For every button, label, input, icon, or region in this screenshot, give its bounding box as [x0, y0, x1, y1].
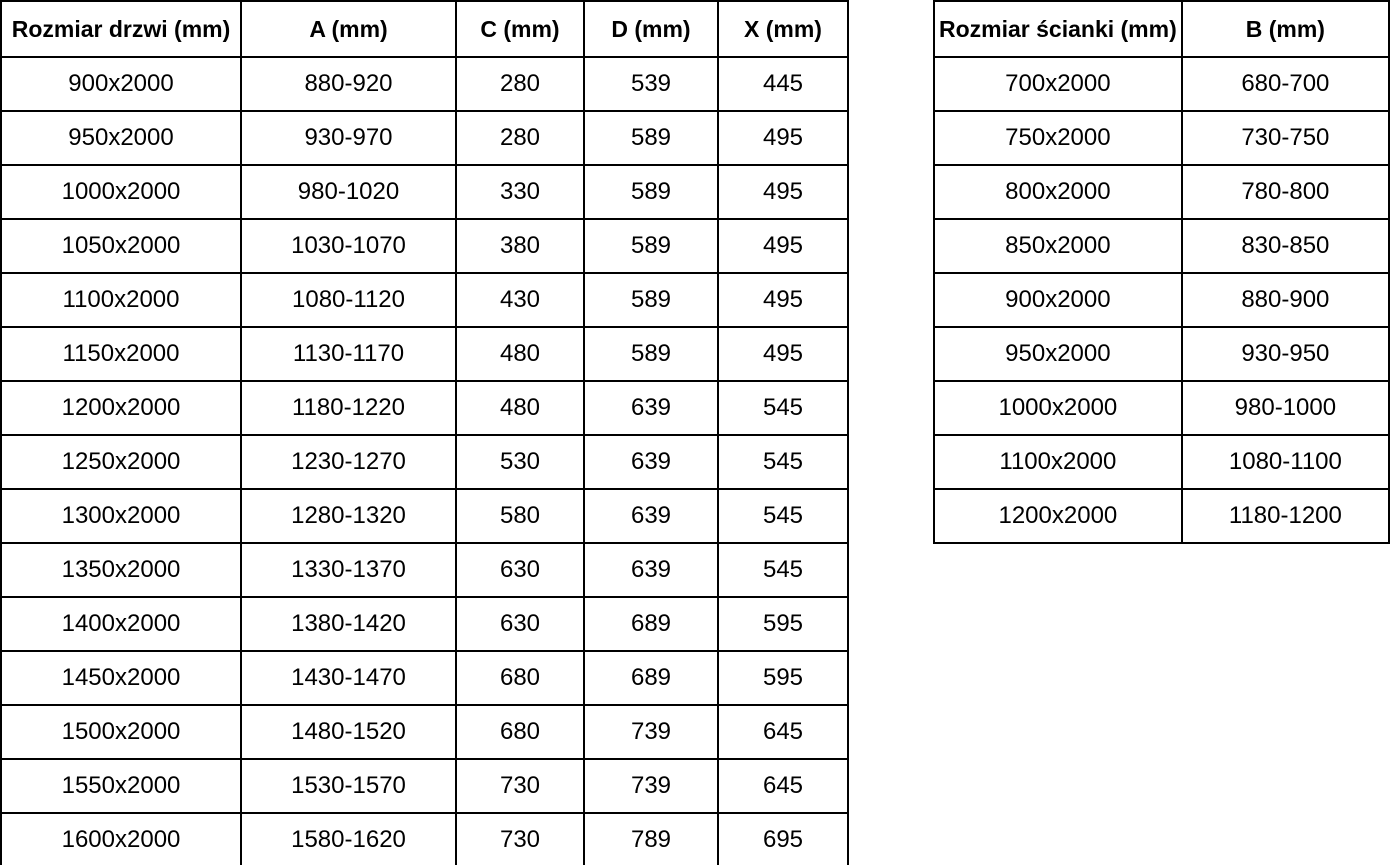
column-header: D (mm) — [584, 1, 718, 57]
table-row — [1, 273, 848, 327]
table-cell: 530 — [456, 435, 584, 489]
table-cell: 1400x2000 — [1, 597, 241, 651]
table-cell: 645 — [718, 759, 848, 813]
table-row — [1, 435, 848, 489]
table-cell: 730 — [456, 759, 584, 813]
table-row — [934, 57, 1389, 111]
table-cell: 595 — [718, 597, 848, 651]
table-cell: 950x2000 — [934, 327, 1182, 381]
table-cell: 1200x2000 — [934, 489, 1182, 543]
table-cell: 545 — [718, 381, 848, 435]
table-cell: 1080-1120 — [241, 273, 456, 327]
table-cell: 930-950 — [1182, 327, 1389, 381]
table-cell: 789 — [584, 813, 718, 865]
table-cell: 1180-1220 — [241, 381, 456, 435]
table-cell: 689 — [584, 651, 718, 705]
table-cell: 850x2000 — [934, 219, 1182, 273]
table-row — [934, 435, 1389, 489]
table-row — [1, 219, 848, 273]
table-cell: 900x2000 — [1, 57, 241, 111]
table-cell: 880-920 — [241, 57, 456, 111]
table-cell: 545 — [718, 489, 848, 543]
table-cell: 980-1000 — [1182, 381, 1389, 435]
table-cell: 1130-1170 — [241, 327, 456, 381]
table-cell: 680-700 — [1182, 57, 1389, 111]
table-cell: 495 — [718, 111, 848, 165]
table-cell: 1430-1470 — [241, 651, 456, 705]
table-cell: 330 — [456, 165, 584, 219]
table-cell: 639 — [584, 543, 718, 597]
table-cell: 280 — [456, 111, 584, 165]
table-cell: 380 — [456, 219, 584, 273]
table-cell: 630 — [456, 543, 584, 597]
table-cell: 445 — [718, 57, 848, 111]
table-cell: 1600x2000 — [1, 813, 241, 865]
table-cell: 930-970 — [241, 111, 456, 165]
table-row — [1, 597, 848, 651]
table-cell: 1230-1270 — [241, 435, 456, 489]
table-cell: 545 — [718, 543, 848, 597]
table-cell: 750x2000 — [934, 111, 1182, 165]
table-cell: 1050x2000 — [1, 219, 241, 273]
table-cell: 1100x2000 — [934, 435, 1182, 489]
table-row — [934, 111, 1389, 165]
table-cell: 495 — [718, 219, 848, 273]
table-row — [1, 489, 848, 543]
table-row — [1, 111, 848, 165]
table-cell: 495 — [718, 273, 848, 327]
table-cell: 900x2000 — [934, 273, 1182, 327]
table-cell: 780-800 — [1182, 165, 1389, 219]
table-cell: 280 — [456, 57, 584, 111]
table-cell: 595 — [718, 651, 848, 705]
table-row — [1, 543, 848, 597]
column-header: Rozmiar drzwi (mm) — [1, 1, 241, 57]
table-cell: 730 — [456, 813, 584, 865]
column-header: A (mm) — [241, 1, 456, 57]
table-cell: 700x2000 — [934, 57, 1182, 111]
table-cell: 1200x2000 — [1, 381, 241, 435]
column-header: X (mm) — [718, 1, 848, 57]
table-cell: 950x2000 — [1, 111, 241, 165]
table-cell: 1280-1320 — [241, 489, 456, 543]
table-cell: 1580-1620 — [241, 813, 456, 865]
table-cell: 580 — [456, 489, 584, 543]
table-cell: 689 — [584, 597, 718, 651]
table-row — [1, 165, 848, 219]
table-cell: 1180-1200 — [1182, 489, 1389, 543]
wall-panel-dimensions-table — [933, 0, 1390, 544]
table-cell: 1450x2000 — [1, 651, 241, 705]
table-cell: 830-850 — [1182, 219, 1389, 273]
table-cell: 630 — [456, 597, 584, 651]
table-cell: 1380-1420 — [241, 597, 456, 651]
table-cell: 739 — [584, 759, 718, 813]
table-cell: 639 — [584, 381, 718, 435]
table-cell: 1080-1100 — [1182, 435, 1389, 489]
table-cell: 1500x2000 — [1, 705, 241, 759]
table-cell: 639 — [584, 435, 718, 489]
table-row — [1, 327, 848, 381]
table-cell: 1550x2000 — [1, 759, 241, 813]
table-cell: 480 — [456, 327, 584, 381]
header-row — [934, 1, 1389, 57]
table-cell: 1000x2000 — [934, 381, 1182, 435]
table-cell: 589 — [584, 165, 718, 219]
table-cell: 1030-1070 — [241, 219, 456, 273]
table-row — [934, 489, 1389, 543]
table-cell: 1100x2000 — [1, 273, 241, 327]
table-cell: 539 — [584, 57, 718, 111]
table-cell: 730-750 — [1182, 111, 1389, 165]
table-row — [1, 705, 848, 759]
column-header: Rozmiar ścianki (mm) — [934, 1, 1182, 57]
table-cell: 495 — [718, 165, 848, 219]
table-row — [1, 759, 848, 813]
table-cell: 739 — [584, 705, 718, 759]
table-cell: 980-1020 — [241, 165, 456, 219]
table-row — [1, 651, 848, 705]
table-cell: 589 — [584, 273, 718, 327]
table-cell: 800x2000 — [934, 165, 1182, 219]
table-row — [1, 813, 848, 865]
table-cell: 1300x2000 — [1, 489, 241, 543]
table-cell: 589 — [584, 327, 718, 381]
table-cell: 645 — [718, 705, 848, 759]
table-cell: 1480-1520 — [241, 705, 456, 759]
table-cell: 1150x2000 — [1, 327, 241, 381]
table-cell: 639 — [584, 489, 718, 543]
header-row — [1, 1, 848, 57]
table-cell: 680 — [456, 705, 584, 759]
table-cell: 430 — [456, 273, 584, 327]
table-cell: 545 — [718, 435, 848, 489]
table-cell: 1350x2000 — [1, 543, 241, 597]
table-row — [1, 57, 848, 111]
table-cell: 880-900 — [1182, 273, 1389, 327]
table-cell: 589 — [584, 219, 718, 273]
column-header: B (mm) — [1182, 1, 1389, 57]
table-row — [934, 165, 1389, 219]
table-cell: 680 — [456, 651, 584, 705]
table-row — [934, 219, 1389, 273]
table-cell: 1250x2000 — [1, 435, 241, 489]
table-cell: 1530-1570 — [241, 759, 456, 813]
table-cell: 1000x2000 — [1, 165, 241, 219]
table-row — [934, 273, 1389, 327]
table-cell: 695 — [718, 813, 848, 865]
table-cell: 495 — [718, 327, 848, 381]
table-cell: 480 — [456, 381, 584, 435]
table-row — [934, 381, 1389, 435]
table-row — [1, 381, 848, 435]
table-row — [934, 327, 1389, 381]
column-header: C (mm) — [456, 1, 584, 57]
table-cell: 589 — [584, 111, 718, 165]
table-cell: 1330-1370 — [241, 543, 456, 597]
